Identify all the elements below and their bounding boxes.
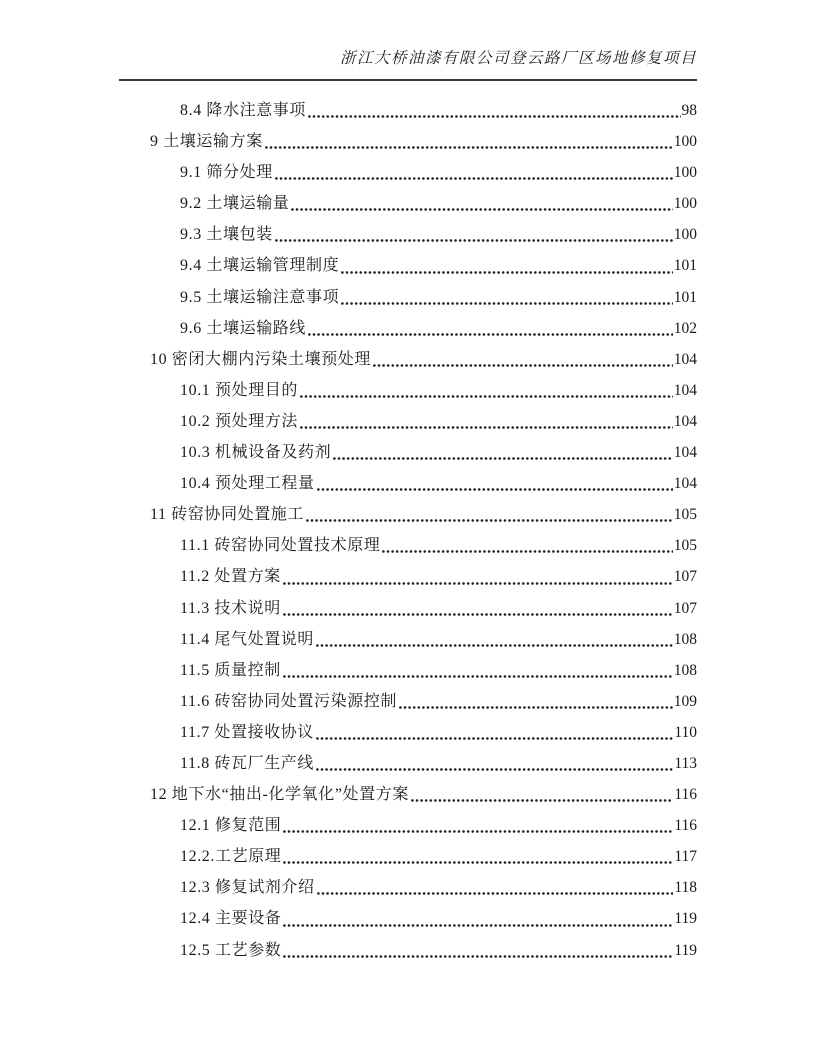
- toc-entry-label: 10.3 机械设备及药剂: [180, 444, 332, 462]
- toc-leader-dots: [411, 797, 673, 804]
- toc-entry[interactable]: [119, 655, 697, 686]
- toc-entry-page: 98: [681, 102, 697, 119]
- toc-leader-dots: [316, 735, 673, 742]
- toc-entry-page: 105: [673, 506, 697, 524]
- toc-entry-page: 105: [673, 537, 697, 555]
- toc-entry[interactable]: [119, 95, 697, 126]
- toc-entry[interactable]: [119, 250, 697, 281]
- toc-entry-page: 119: [674, 941, 697, 959]
- toc-leader-dots: [316, 766, 673, 773]
- toc-entry[interactable]: [119, 593, 697, 624]
- toc-entry-label: 9.6 土壤运输路线: [180, 319, 307, 337]
- toc-entry[interactable]: [119, 126, 697, 157]
- toc-entry-label: 12.2.工艺原理: [180, 848, 282, 866]
- header-rule: [119, 79, 697, 81]
- toc-entry[interactable]: [119, 375, 697, 406]
- toc-entry-page: 117: [674, 848, 697, 866]
- toc-entry[interactable]: [119, 406, 697, 437]
- toc-entry-page: 116: [674, 786, 697, 804]
- toc-entry-label: 12.4 主要设备: [180, 910, 282, 928]
- toc-entry[interactable]: [119, 437, 697, 468]
- toc-entry-label: 10 密闭大棚内污染土壤预处理: [150, 350, 372, 368]
- toc-entry-label: 11.5 质量控制: [180, 661, 281, 679]
- toc-entry-page: 119: [674, 910, 697, 928]
- toc-entry-page: 102: [673, 319, 697, 337]
- toc-entry-label: 12.3 修复试剂介绍: [180, 879, 315, 897]
- toc-leader-dots: [317, 486, 673, 493]
- toc-leader-dots: [283, 922, 673, 929]
- toc-entry-label: 12.1 修复范围: [180, 817, 282, 835]
- toc-entry[interactable]: [119, 188, 697, 219]
- toc-entry-page: 108: [673, 630, 697, 648]
- toc-leader-dots: [308, 331, 673, 338]
- toc-leader-dots: [275, 237, 673, 244]
- toc-entry-page: 100: [673, 195, 697, 213]
- toc-entry-label: 10.2 预处理方法: [180, 412, 299, 430]
- toc-entry[interactable]: [119, 935, 697, 966]
- toc-leader-dots: [291, 206, 672, 213]
- toc-entry-page: 109: [673, 692, 697, 710]
- toc-entry-page: 113: [674, 754, 697, 772]
- toc-leader-dots: [265, 144, 673, 151]
- toc-entry-page: 108: [673, 661, 697, 679]
- toc-entry[interactable]: [119, 219, 697, 250]
- toc-entry[interactable]: [119, 841, 697, 872]
- toc-entry-label: 8.4 降水注意事项: [180, 102, 307, 119]
- toc-leader-dots: [275, 175, 673, 182]
- toc-entry-label: 11.6 砖窑协同处置污染源控制: [180, 692, 398, 710]
- toc-entry[interactable]: [119, 779, 697, 810]
- toc-entry[interactable]: [119, 344, 697, 375]
- toc-leader-dots: [283, 611, 673, 618]
- toc-entry-label: 11.7 处置接收协议: [180, 723, 315, 741]
- toc-entry[interactable]: [119, 499, 697, 530]
- toc-leader-dots: [399, 704, 673, 711]
- toc-entry-page: 100: [673, 226, 697, 244]
- toc-entry-label: 11.1 砖窑协同处置技术原理: [180, 537, 381, 555]
- toc-leader-dots: [316, 642, 673, 649]
- toc-entry-label: 10.4 预处理工程量: [180, 475, 315, 493]
- toc-entry-page: 104: [673, 350, 697, 368]
- toc-entry-label: 12.5 工艺参数: [180, 941, 282, 959]
- toc-entry-label: 11.2 处置方案: [180, 568, 281, 586]
- toc-entry-label: 9.2 土壤运输量: [180, 195, 290, 213]
- toc-entry[interactable]: [119, 530, 697, 561]
- toc-leader-dots: [382, 548, 672, 555]
- toc-entry[interactable]: [119, 748, 697, 779]
- toc-entry[interactable]: [119, 313, 697, 344]
- toc-entry-label: 9 土壤运输方案: [150, 133, 263, 151]
- toc-entry-label: 11 砖窑协同处置施工: [150, 506, 305, 524]
- toc-leader-dots: [283, 828, 673, 835]
- toc-entry-label: 10.1 预处理目的: [180, 381, 299, 399]
- page-header-title: 浙江大桥油漆有限公司登云路厂区场地修复项目: [339, 50, 697, 67]
- toc-entry[interactable]: [119, 561, 697, 592]
- toc-leader-dots: [300, 424, 673, 431]
- toc-entry-label: 12 地下水“抽出-化学氧化”处置方案: [150, 786, 409, 804]
- toc-entry-page: 104: [673, 412, 697, 430]
- toc-leader-dots: [373, 362, 673, 369]
- toc-entry[interactable]: [119, 282, 697, 313]
- toc-entry-page: 107: [673, 568, 697, 586]
- toc-entry[interactable]: [119, 717, 697, 748]
- toc-entry-page: 104: [673, 475, 697, 493]
- toc-leader-dots: [283, 859, 673, 866]
- toc-entry-label: 11.8 砖瓦厂生产线: [180, 754, 315, 772]
- toc-entry-page: 118: [674, 879, 697, 897]
- toc-entry[interactable]: [119, 468, 697, 499]
- toc-entry-page: 110: [674, 723, 697, 741]
- toc-list: [119, 95, 697, 966]
- toc-entry-label: 9.3 土壤包装: [180, 226, 273, 244]
- toc-entry-label: 11.3 技术说明: [180, 599, 281, 617]
- toc-leader-dots: [283, 580, 673, 587]
- toc-entry-page: 101: [673, 257, 697, 275]
- toc-entry[interactable]: [119, 872, 697, 903]
- toc-leader-dots: [300, 393, 673, 400]
- toc-leader-dots: [306, 517, 673, 524]
- toc-entry-page: 100: [673, 133, 697, 151]
- toc-entry[interactable]: [119, 903, 697, 934]
- toc-entry-page: 104: [673, 444, 697, 462]
- toc-entry-page: 104: [673, 381, 697, 399]
- toc-entry-label: 9.1 筛分处理: [180, 164, 273, 182]
- toc-entry[interactable]: [119, 810, 697, 841]
- toc-entry-page: 107: [673, 599, 697, 617]
- toc-entry[interactable]: [119, 157, 697, 188]
- toc-entry-label: 9.5 土壤运输注意事项: [180, 288, 340, 306]
- toc-leader-dots: [283, 953, 673, 960]
- toc-entry-label: 11.4 尾气处置说明: [180, 630, 315, 648]
- toc-entry[interactable]: [119, 686, 697, 717]
- toc-leader-dots: [317, 890, 674, 897]
- toc-entry-page: 101: [673, 288, 697, 306]
- toc-leader-dots: [333, 455, 673, 462]
- toc-entry-label: 9.4 土壤运输管理制度: [180, 257, 340, 275]
- toc-entry-page: 116: [674, 817, 697, 835]
- toc-leader-dots: [341, 269, 673, 276]
- toc-leader-dots: [283, 673, 673, 680]
- toc-entry-page: 100: [673, 164, 697, 182]
- toc-entry[interactable]: [119, 624, 697, 655]
- toc-leader-dots: [341, 300, 673, 307]
- toc-leader-dots: [308, 113, 680, 120]
